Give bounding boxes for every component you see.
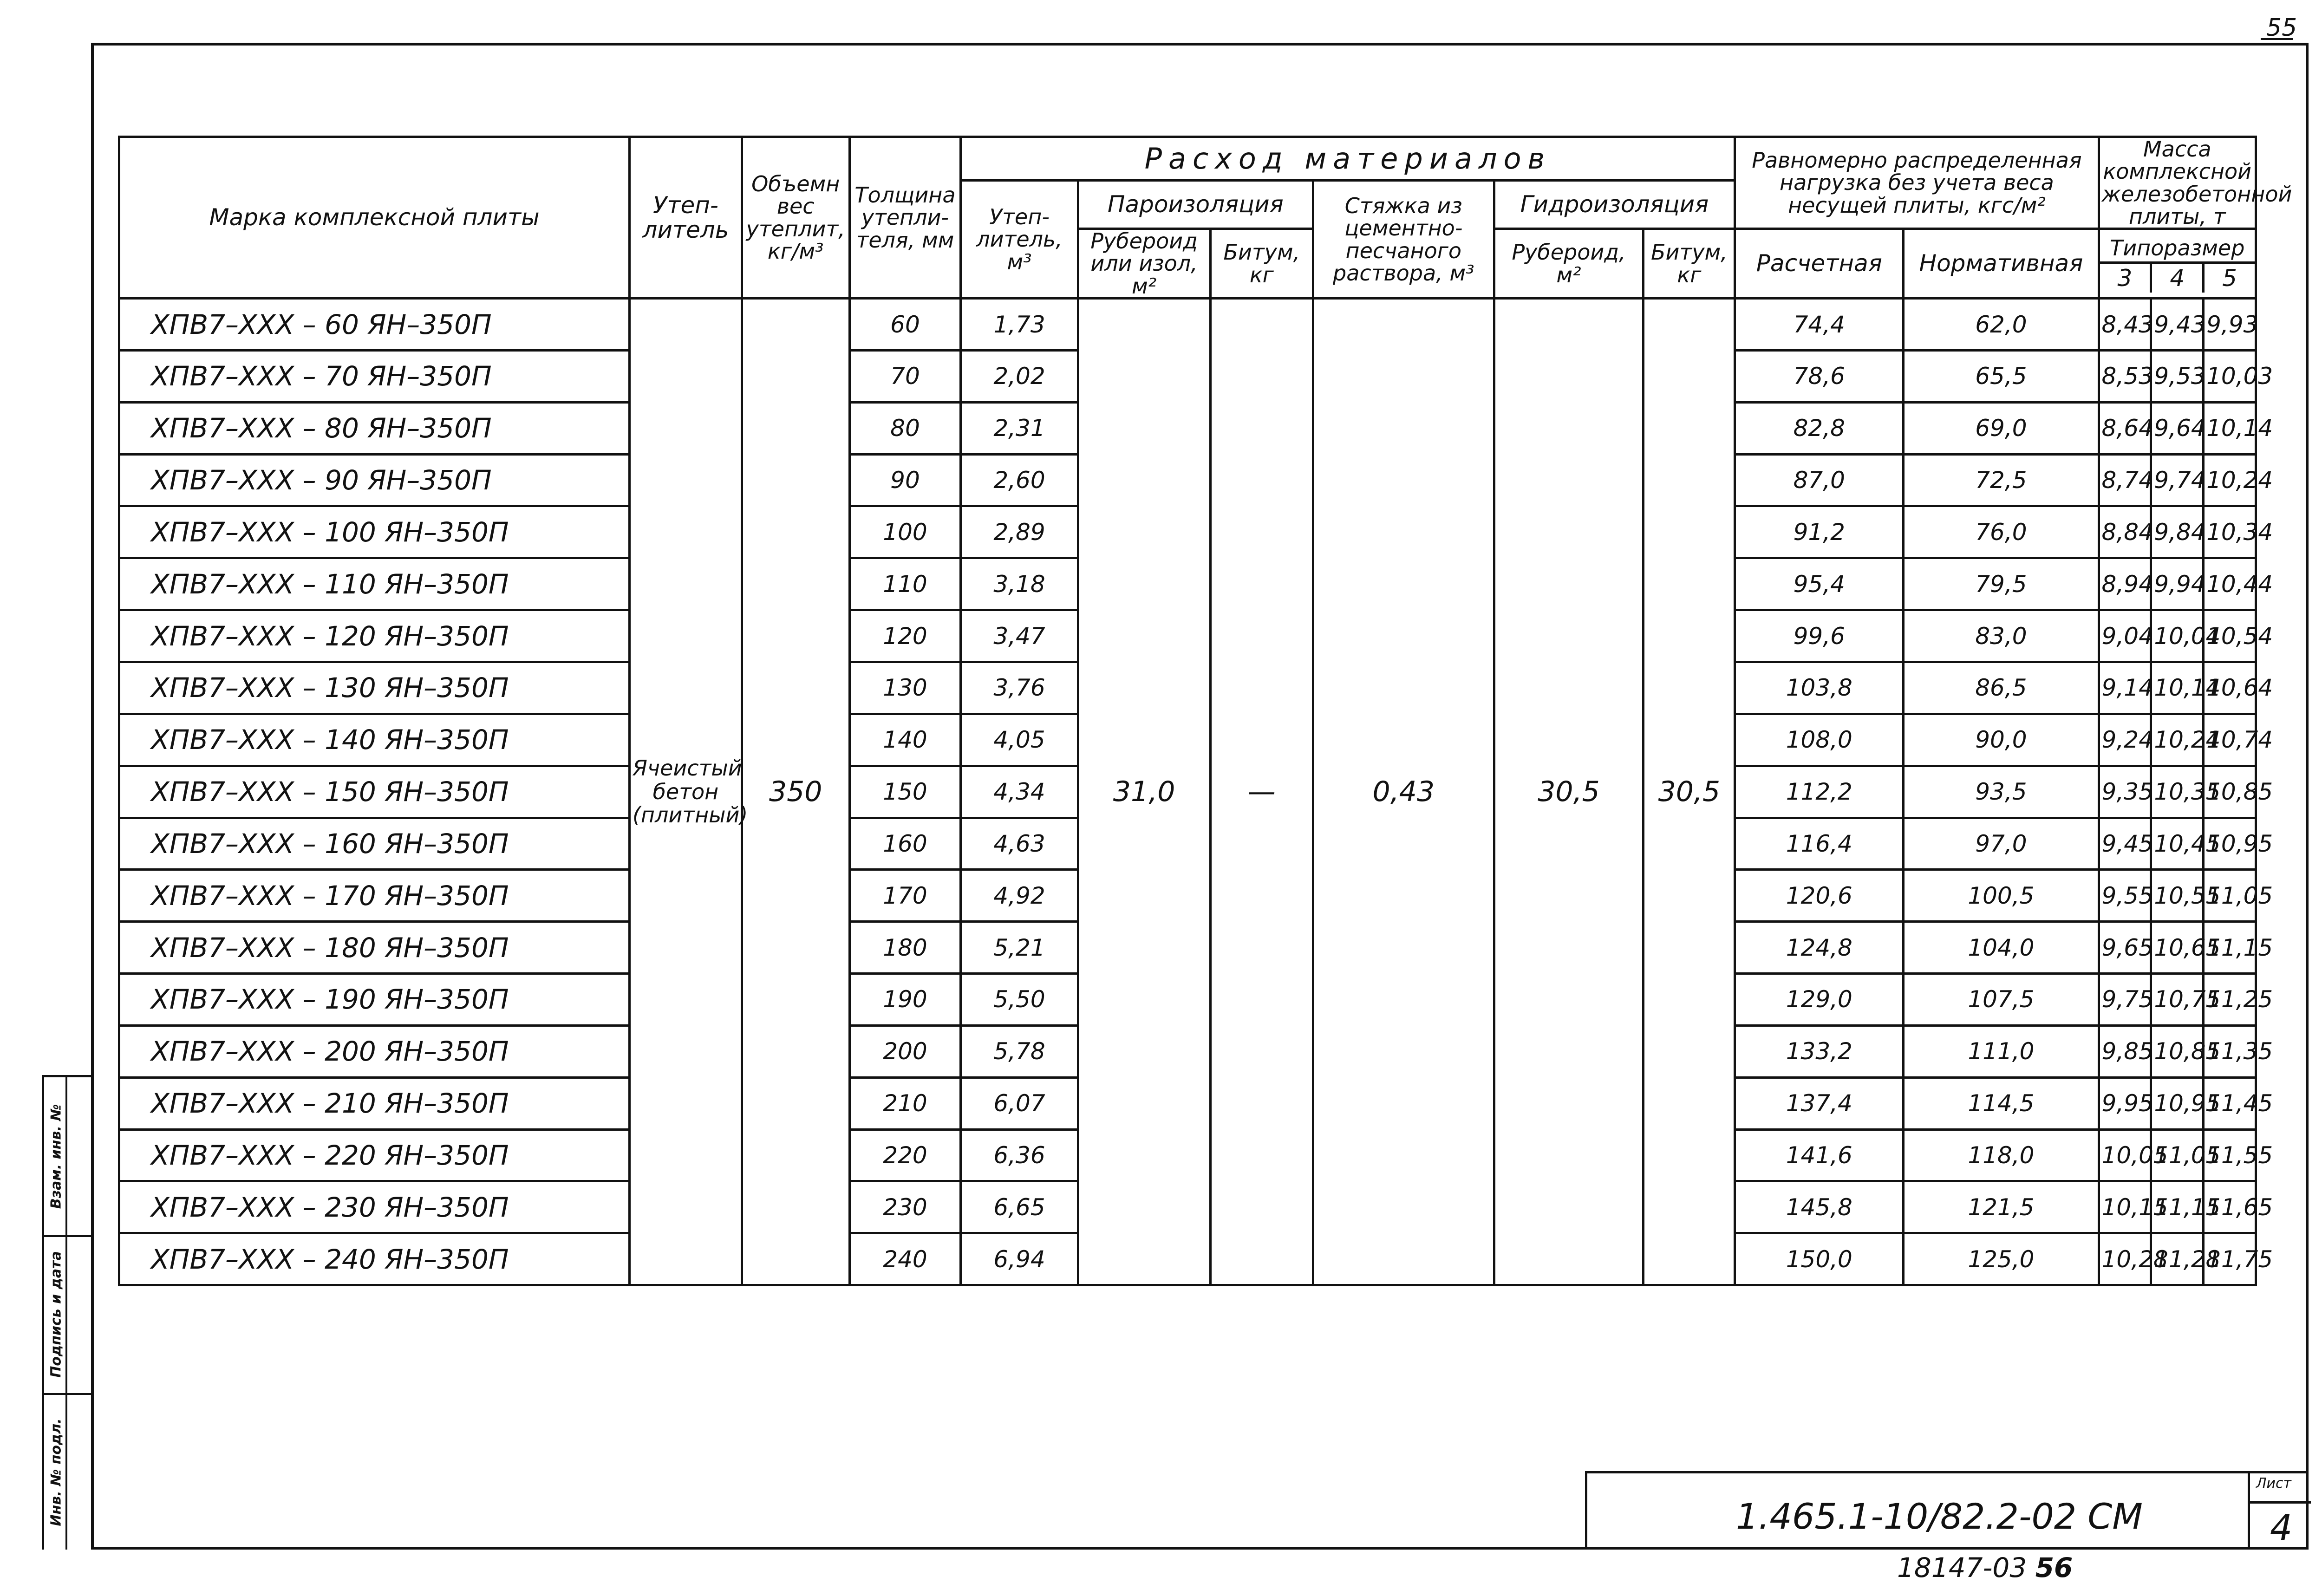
plate-mark: ХПВ7–ХХХ – 90 ЯН–350П (119, 454, 630, 506)
load-calculated-value: 95,4 (1735, 558, 1904, 610)
thickness-value: 140 (849, 714, 961, 766)
insulation-volume-value: 2,60 (961, 454, 1078, 506)
plate-mark: ХПВ7–ХХХ – 150 ЯН–350П (119, 766, 630, 818)
mass-size-5-value: 10,74 (2204, 714, 2256, 766)
table-row (119, 299, 2256, 351)
specification-table (118, 136, 2292, 1286)
thickness-value: 220 (849, 1129, 961, 1181)
mass-size-4-value: 10,14 (2151, 662, 2204, 714)
header-volume-weight: Объемн вес утеплит, кг/м³ (742, 137, 849, 299)
insulation-volume-value: 3,18 (961, 558, 1078, 610)
mass-size-4-value: 11,15 (2151, 1181, 2204, 1233)
mass-size-5-value: 11,45 (2204, 1077, 2256, 1129)
plate-mark: ХПВ7–ХХХ – 120 ЯН–350П (119, 610, 630, 662)
insulation-volume-value: 2,31 (961, 402, 1078, 454)
header-bitumen-waterproof: Битум, кг (1644, 229, 1735, 299)
mass-size-4-value: 10,35 (2151, 766, 2204, 818)
plate-mark: ХПВ7–ХХХ – 100 ЯН–350П (119, 506, 630, 558)
insulation-volume-value: 4,63 (961, 818, 1078, 870)
mass-size-4-value: 10,04 (2151, 610, 2204, 662)
plate-mark: ХПВ7–ХХХ – 80 ЯН–350П (119, 402, 630, 454)
header-load-calculated: Расчетная (1735, 229, 1904, 299)
thickness-value: 230 (849, 1181, 961, 1233)
document-code: 1.465.1-10/82.2-02 СМ (1736, 1496, 2143, 1537)
header-materials-consumption: Расход материалов (961, 137, 1735, 181)
header-size-5: 5 (2222, 264, 2237, 292)
plate-mark: ХПВ7–ХХХ – 160 ЯН–350П (119, 818, 630, 870)
plate-mark: ХПВ7–ХХХ – 210 ЯН–350П (119, 1077, 630, 1129)
load-normative-value: 107,5 (1904, 974, 2099, 1026)
thickness-value: 190 (849, 974, 961, 1026)
header-load-normative: Нормативная (1904, 229, 2099, 299)
mass-size-3-value: 8,84 (2099, 506, 2151, 558)
sheet-number: 4 (2270, 1507, 2293, 1548)
mass-size-5-value: 11,15 (2204, 922, 2256, 974)
title-stamp (1585, 1471, 2309, 1550)
mass-size-4-value: 11,05 (2151, 1129, 2204, 1181)
mass-size-4-value: 9,94 (2151, 558, 2204, 610)
header-screed: Стяжка из цементно-песчаного раствора, м³ (1313, 181, 1494, 299)
mass-size-5-value: 10,14 (2204, 402, 2256, 454)
plate-mark: ХПВ7–ХХХ – 70 ЯН–350П (119, 350, 630, 402)
load-calculated-value: 108,0 (1735, 714, 1904, 766)
binding-label-signature-date: Подпись и дата (48, 1251, 65, 1378)
load-calculated-value: 91,2 (1735, 506, 1904, 558)
mass-size-4-value: 9,43 (2151, 299, 2204, 351)
mass-size-5-value: 10,34 (2204, 506, 2256, 558)
insulation-volume-value: 5,78 (961, 1025, 1078, 1077)
mass-size-3-value: 9,24 (2099, 714, 2151, 766)
thickness-value: 150 (849, 766, 961, 818)
table-header (119, 137, 2292, 299)
mass-size-3-value: 8,43 (2099, 299, 2151, 351)
load-normative-value: 90,0 (1904, 714, 2099, 766)
page-number: 55 (2266, 14, 2297, 42)
header-size-type-group (2099, 229, 2256, 299)
insulation-volume-value: 4,34 (961, 766, 1078, 818)
load-normative-value: 86,5 (1904, 662, 2099, 714)
mass-size-5-value: 10,44 (2204, 558, 2256, 610)
insulation-volume-value: 5,21 (961, 922, 1078, 974)
archive-page: 56 (2035, 1552, 2073, 1583)
load-calculated-value: 103,8 (1735, 662, 1904, 714)
mass-size-4-value: 10,85 (2151, 1025, 2204, 1077)
load-normative-value: 62,0 (1904, 299, 2099, 351)
load-normative-value: 83,0 (1904, 610, 2099, 662)
load-calculated-value: 120,6 (1735, 870, 1904, 922)
header-vapor-barrier: Пароизоляция (1078, 181, 1313, 229)
insulation-volume-value: 2,89 (961, 506, 1078, 558)
load-calculated-value: 78,6 (1735, 350, 1904, 402)
load-calculated-value: 129,0 (1735, 974, 1904, 1026)
thickness-value: 240 (849, 1233, 961, 1285)
thickness-value: 60 (849, 299, 961, 351)
mass-size-5-value: 11,25 (2204, 974, 2256, 1026)
load-normative-value: 79,5 (1904, 558, 2099, 610)
mass-size-3-value: 9,85 (2099, 1025, 2151, 1077)
load-normative-value: 111,0 (1904, 1025, 2099, 1077)
mass-size-3-value: 9,04 (2099, 610, 2151, 662)
insulation-volume-value: 3,76 (961, 662, 1078, 714)
mass-size-5-value: 11,75 (2204, 1233, 2256, 1285)
thickness-value: 200 (849, 1025, 961, 1077)
load-calculated-value: 145,8 (1735, 1181, 1904, 1233)
header-waterproofing: Гидроизоляция (1494, 181, 1735, 229)
mass-size-5-value: 10,85 (2204, 766, 2256, 818)
header-bitumen-vapor: Битум, кг (1210, 229, 1313, 299)
insulation-volume-value: 6,36 (961, 1129, 1078, 1181)
load-calculated-value: 141,6 (1735, 1129, 1904, 1181)
mass-size-4-value: 11,28 (2151, 1233, 2204, 1285)
mass-size-4-value: 9,84 (2151, 506, 2204, 558)
insulation-volume-value: 1,73 (961, 299, 1078, 351)
insulation-volume-value: 6,65 (961, 1181, 1078, 1233)
binding-label-inv-original: Инв. № подл. (48, 1418, 65, 1526)
header-insulation: Утеп-литель (629, 137, 742, 299)
mass-size-4-value: 9,53 (2151, 350, 2204, 402)
insulation-material: Ячеистый бетон (плитный) (629, 299, 742, 1285)
mass-size-5-value: 10,54 (2204, 610, 2256, 662)
mass-size-3-value: 9,35 (2099, 766, 2151, 818)
header-load: Равномерно распределенная нагрузка без учета веса несущей плиты, кгс/м² (1735, 137, 2099, 229)
mass-size-4-value: 9,64 (2151, 402, 2204, 454)
mass-size-3-value: 8,53 (2099, 350, 2151, 402)
thickness-value: 180 (849, 922, 961, 974)
thickness-value: 130 (849, 662, 961, 714)
archive-number: 18147-03 (1897, 1552, 2027, 1583)
load-calculated-value: 87,0 (1735, 454, 1904, 506)
mass-size-3-value: 8,64 (2099, 402, 2151, 454)
insulation-volume-value: 6,07 (961, 1077, 1078, 1129)
load-normative-value: 69,0 (1904, 402, 2099, 454)
plate-mark: ХПВ7–ХХХ – 140 ЯН–350П (119, 714, 630, 766)
load-calculated-value: 99,6 (1735, 610, 1904, 662)
load-normative-value: 65,5 (1904, 350, 2099, 402)
header-size-4: 4 (2152, 264, 2205, 293)
thickness-value: 90 (849, 454, 961, 506)
plate-mark: ХПВ7–ХХХ – 240 ЯН–350П (119, 1233, 630, 1285)
volume-weight-value: 350 (742, 299, 849, 1285)
plate-mark: ХПВ7–ХХХ – 170 ЯН–350П (119, 870, 630, 922)
thickness-value: 120 (849, 610, 961, 662)
load-calculated-value: 124,8 (1735, 922, 1904, 974)
plate-mark: ХПВ7–ХХХ – 220 ЯН–350П (119, 1129, 630, 1181)
binding-strip (42, 1075, 91, 1550)
mass-size-3-value: 10,28 (2099, 1233, 2151, 1285)
load-normative-value: 97,0 (1904, 818, 2099, 870)
thickness-value: 80 (849, 402, 961, 454)
mass-size-4-value: 10,55 (2151, 870, 2204, 922)
load-normative-value: 118,0 (1904, 1129, 2099, 1181)
load-normative-value: 121,5 (1904, 1181, 2099, 1233)
stamp-divider (2248, 1473, 2250, 1550)
load-normative-value: 72,5 (1904, 454, 2099, 506)
mass-size-3-value: 8,94 (2099, 558, 2151, 610)
screed-value: 0,43 (1313, 299, 1494, 1285)
mass-size-5-value: 11,35 (2204, 1025, 2256, 1077)
mass-size-5-value: 11,65 (2204, 1181, 2256, 1233)
mass-size-5-value: 11,05 (2204, 870, 2256, 922)
insulation-volume-value: 3,47 (961, 610, 1078, 662)
mass-size-5-value: 9,93 (2204, 299, 2256, 351)
plate-mark: ХПВ7–ХХХ – 230 ЯН–350П (119, 1181, 630, 1233)
ruberoid-izol-value: 31,0 (1078, 299, 1210, 1285)
insulation-volume-value: 6,94 (961, 1233, 1078, 1285)
archive-code (1897, 1552, 2073, 1583)
load-normative-value: 114,5 (1904, 1077, 2099, 1129)
insulation-volume-value: 4,05 (961, 714, 1078, 766)
mass-size-3-value: 10,15 (2099, 1181, 2151, 1233)
mass-size-4-value: 10,95 (2151, 1077, 2204, 1129)
plate-mark: ХПВ7–ХХХ – 60 ЯН–350П (119, 299, 630, 351)
mass-size-3-value: 9,65 (2099, 922, 2151, 974)
thickness-value: 110 (849, 558, 961, 610)
mass-size-5-value: 10,64 (2204, 662, 2256, 714)
mass-size-3-value: 9,75 (2099, 974, 2151, 1026)
bitumen-vapor-value: — (1210, 299, 1313, 1285)
sheet-label: Лист (2256, 1475, 2292, 1492)
stamp-divider (2248, 1501, 2311, 1504)
load-calculated-value: 82,8 (1735, 402, 1904, 454)
load-calculated-value: 112,2 (1735, 766, 1904, 818)
mass-size-3-value: 10,05 (2099, 1129, 2151, 1181)
mass-size-4-value: 10,45 (2151, 818, 2204, 870)
load-calculated-value: 116,4 (1735, 818, 1904, 870)
mass-size-3-value: 8,74 (2099, 454, 2151, 506)
insulation-volume-value: 2,02 (961, 350, 1078, 402)
thickness-value: 100 (849, 506, 961, 558)
thickness-value: 170 (849, 870, 961, 922)
header-mass: Масса комплексной железобетонной плиты, т (2099, 137, 2256, 229)
mass-size-4-value: 10,24 (2151, 714, 2204, 766)
table-body (119, 299, 2273, 1285)
plate-mark: ХПВ7–ХХХ – 200 ЯН–350П (119, 1025, 630, 1077)
header-thickness: Толщина утепли-теля, мм (849, 137, 961, 299)
load-calculated-value: 74,4 (1735, 299, 1904, 351)
insulation-volume-value: 5,50 (961, 974, 1078, 1026)
mass-size-4-value: 10,65 (2151, 922, 2204, 974)
load-calculated-value: 150,0 (1735, 1233, 1904, 1285)
plate-mark: ХПВ7–ХХХ – 190 ЯН–350П (119, 974, 630, 1026)
mass-size-4-value: 10,75 (2151, 974, 2204, 1026)
plate-mark: ХПВ7–ХХХ – 110 ЯН–350П (119, 558, 630, 610)
header-ruberoid-izol: Рубероид или изол, м² (1078, 229, 1210, 299)
header-size-3: 3 (2100, 264, 2152, 293)
thickness-value: 210 (849, 1077, 961, 1129)
load-calculated-value: 137,4 (1735, 1077, 1904, 1129)
load-normative-value: 125,0 (1904, 1233, 2099, 1285)
bitumen-waterproof-value: 30,5 (1644, 299, 1735, 1285)
header-mark: Марка комплексной плиты (119, 137, 630, 299)
header-insulation-m3: Утеп-литель, м³ (961, 181, 1078, 299)
load-normative-value: 93,5 (1904, 766, 2099, 818)
insulation-volume-value: 4,92 (961, 870, 1078, 922)
mass-size-5-value: 11,55 (2204, 1129, 2256, 1181)
plate-mark: ХПВ7–ХХХ – 180 ЯН–350П (119, 922, 630, 974)
mass-size-5-value: 10,95 (2204, 818, 2256, 870)
thickness-value: 70 (849, 350, 961, 402)
thickness-value: 160 (849, 818, 961, 870)
mass-size-4-value: 9,74 (2151, 454, 2204, 506)
mass-size-3-value: 9,95 (2099, 1077, 2151, 1129)
plate-mark: ХПВ7–ХХХ – 130 ЯН–350П (119, 662, 630, 714)
load-normative-value: 76,0 (1904, 506, 2099, 558)
load-calculated-value: 133,2 (1735, 1025, 1904, 1077)
header-ruberoid-waterproof: Рубероид, м² (1494, 229, 1644, 299)
mass-size-3-value: 9,14 (2099, 662, 2151, 714)
load-normative-value: 104,0 (1904, 922, 2099, 974)
mass-size-3-value: 9,45 (2099, 818, 2151, 870)
mass-size-5-value: 10,03 (2204, 350, 2256, 402)
binding-label-replaced-inv: Взам. инв. № (48, 1104, 65, 1209)
header-size-type: Типоразмер (2100, 235, 2255, 264)
mass-size-5-value: 10,24 (2204, 454, 2256, 506)
load-normative-value: 100,5 (1904, 870, 2099, 922)
ruberoid-waterproof-value: 30,5 (1494, 299, 1644, 1285)
mass-size-3-value: 9,55 (2099, 870, 2151, 922)
page-number-underline (2261, 38, 2293, 40)
